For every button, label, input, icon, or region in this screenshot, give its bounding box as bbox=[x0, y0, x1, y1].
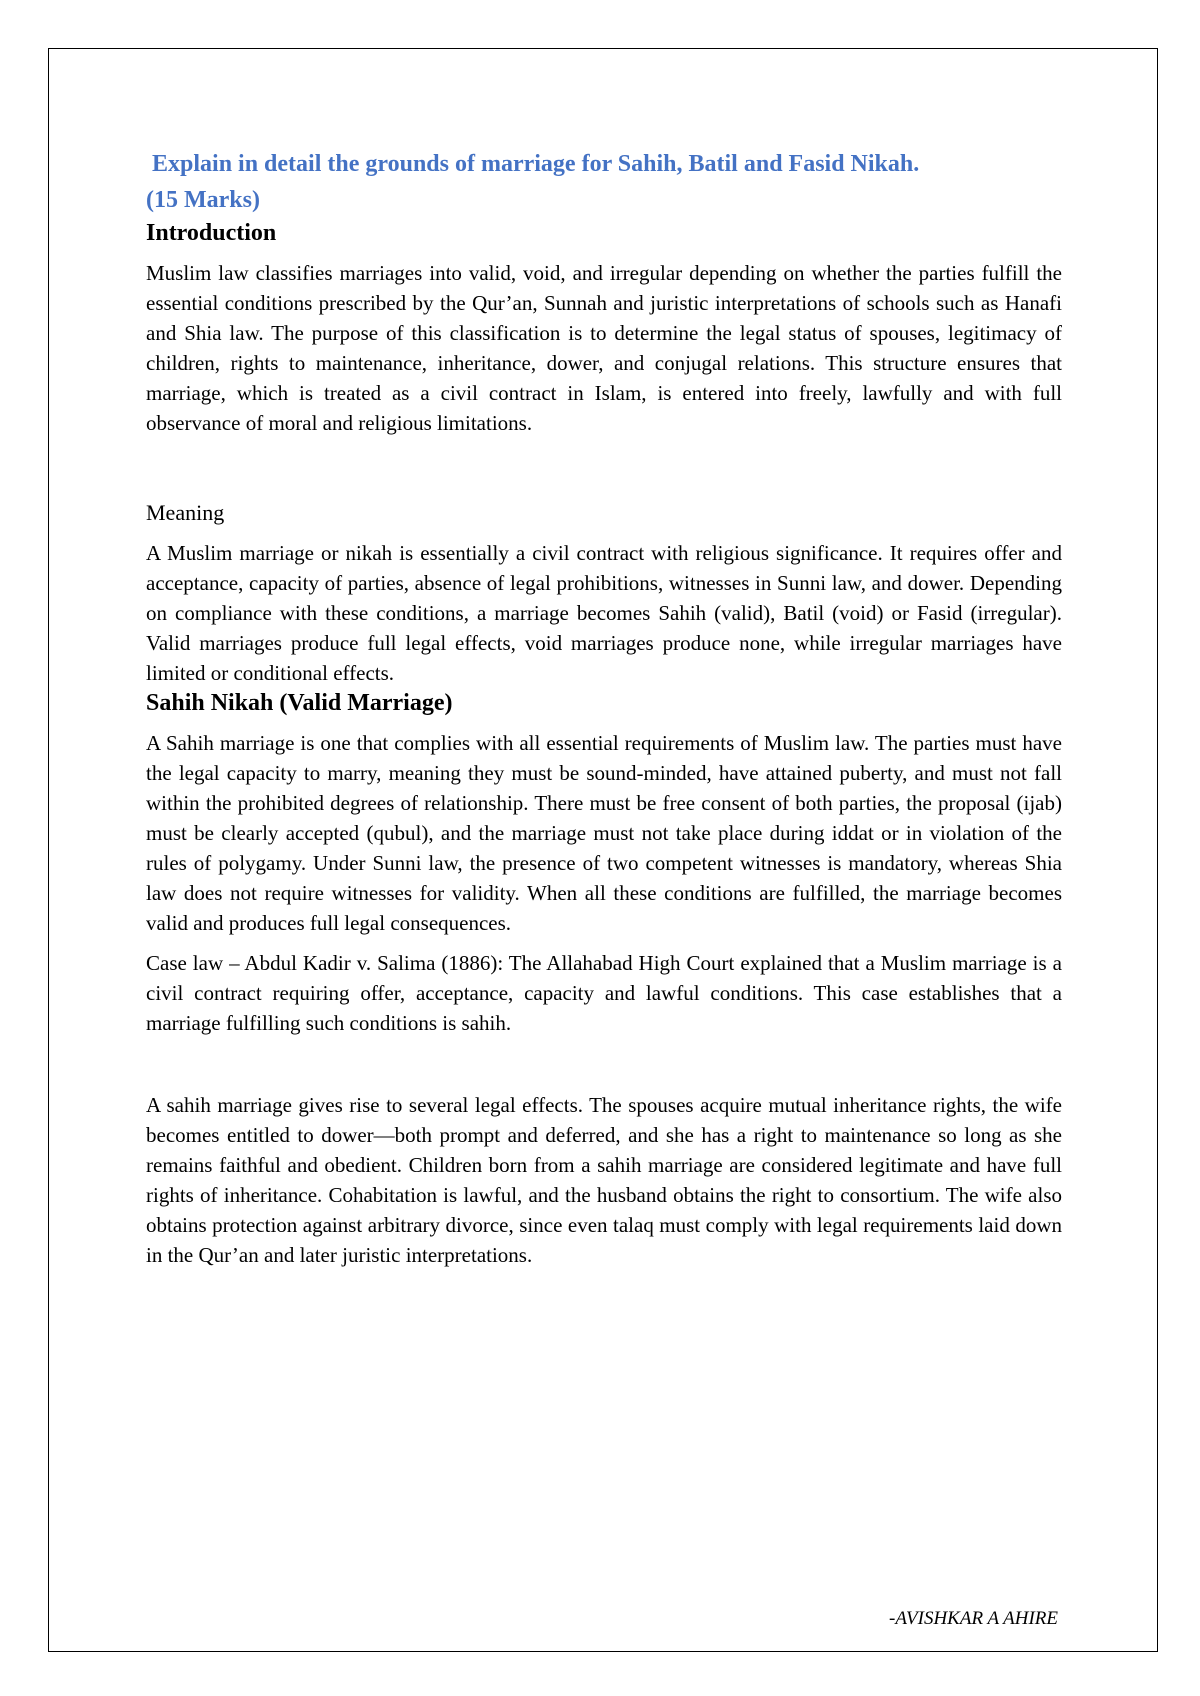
sahih-paragraph-effects: A sahih marriage gives rise to several legal effects. The spouses acquire mutual inheritance rights, the wife becomes entitled to dower—both prompt and deferred, and she has a right to maintenance so long as she remains faithful and obedient. Children born from a sahih marriage are considered legitimate and have full rights of inheritance. Cohabitation is lawful, and the husband obtains the right to consortium. The wife also obtains protection against arbitrary divorce, since even talaq must comply with legal requirements laid down in the Qur’an and later juristic interpretations. bbox=[146, 1093, 1062, 1267]
sahih-paragraph-case-law: Case law – Abdul Kadir v. Salima (1886): The Allahabad High Court explained that a Muslim marriage is a civil contract requiring offer, acceptance, capacity and lawful conditions. This case establishes that a marriage fulfilling such conditions is sahih. bbox=[146, 951, 1062, 1035]
title-line-2: (15 Marks) bbox=[146, 187, 260, 213]
introduction-paragraph: Muslim law classifies marriages into valid, void, and irregular depending on whether the parties fulfill the essential conditions prescribed by the Qur’an, Sunnah and juristic interpretations of schools such as Hanafi and Shia law. The purpose of this classification is to determine the legal status of spouses, legitimacy of children, rights to maintenance, inheritance, dower, and conjugal relations. This structure ensures that marriage, which is treated as a civil contract in Islam, is entered into freely, lawfully and with full observance of moral and religious limitations. bbox=[146, 261, 1062, 435]
document-title bbox=[146, 146, 1062, 218]
document-body bbox=[146, 146, 1062, 1270]
author-signature: -AVISHKAR A AHIRE bbox=[889, 1608, 1058, 1629]
sahih-heading: Sahih Nikah (Valid Marriage) bbox=[146, 690, 453, 716]
sahih-paragraph-requirements: A Sahih marriage is one that complies with all essential requirements of Muslim law. The parties must have the legal capacity to marry, meaning they must be sound-minded, have attained puberty, and must not fall within the prohibited degrees of relationship. There must be free consent of both parties, the proposal (ijab) must be clearly accepted (qubul), and the marriage must not take place during iddat or in violation of the rules of polygamy. Under Sunni law, the presence of two competent witnesses is mandatory, whereas Shia law does not require witnesses for validity. When all these conditions are fulfilled, the marriage becomes valid and produces full legal consequences. bbox=[146, 731, 1062, 935]
meaning-heading: Meaning bbox=[146, 500, 225, 525]
meaning-paragraph: A Muslim marriage or nikah is essentially a civil contract with religious significance. It requires offer and acceptance, capacity of parties, absence of legal prohibitions, witnesses in Sunni law, and dower. Depending on compliance with these conditions, a marriage becomes Sahih (valid), Batil (void) or Fasid (irregular). Valid marriages produce full legal effects, void marriages produce none, while irregular marriages have limited or conditional effects. bbox=[146, 541, 1062, 685]
introduction-heading: Introduction bbox=[146, 220, 277, 246]
title-line-1: Explain in detail the grounds of marriage for Sahih, Batil and Fasid Nikah. bbox=[152, 151, 920, 177]
